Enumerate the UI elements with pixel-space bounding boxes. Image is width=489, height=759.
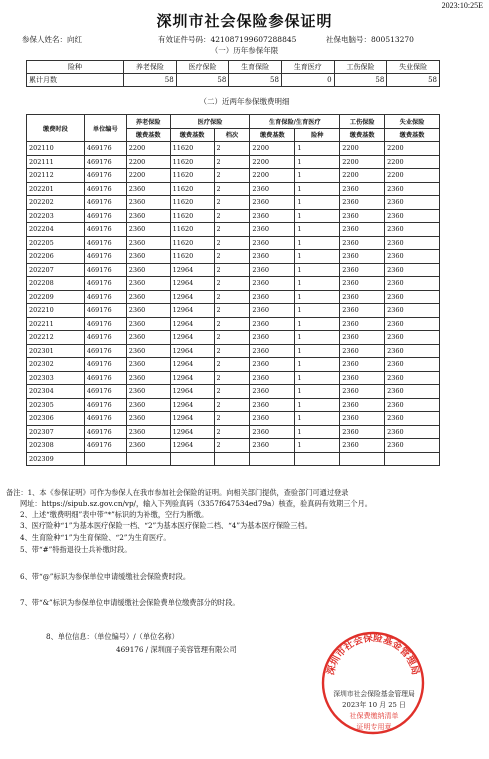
seal-issuer: 深圳市社会保险基金管理局 — [333, 690, 415, 698]
table-cell: 469176 — [84, 142, 126, 156]
table-cell: 469176 — [84, 358, 126, 372]
table-cell: 202211 — [27, 317, 85, 331]
table-cell: 1 — [295, 358, 340, 372]
table-cell: 202203 — [27, 209, 85, 223]
unit-info-value: 469176 / 深圳面子美容管理有限公司 — [116, 645, 237, 654]
table-cell: 11620 — [170, 250, 214, 264]
official-seal — [318, 628, 428, 738]
table-cell: 2360 — [126, 250, 170, 264]
table-cell: 202210 — [27, 304, 85, 318]
table-cell: 2360 — [126, 317, 170, 331]
table-row — [27, 385, 440, 399]
table-cell: 1 — [295, 196, 340, 210]
table-cell: 2200 — [385, 155, 440, 169]
table-cell: 2 — [214, 425, 250, 439]
table-cell: 2360 — [340, 223, 385, 237]
table-cell: 11620 — [170, 169, 214, 183]
table-cell: 2360 — [126, 439, 170, 453]
table-cell: 202209 — [27, 290, 85, 304]
subheader-base: 缴费基数 — [126, 128, 170, 142]
table-row — [27, 439, 440, 453]
table-cell: 2360 — [340, 371, 385, 385]
table-cell: 1 — [295, 142, 340, 156]
table-cell: 2 — [214, 398, 250, 412]
table-cell: 2360 — [385, 371, 440, 385]
table-cell: 12964 — [170, 317, 214, 331]
table-cell — [340, 452, 385, 466]
table-row — [27, 398, 440, 412]
table-row — [27, 155, 440, 169]
table-cell: 12964 — [170, 358, 214, 372]
subheader-type: 险种 — [295, 128, 340, 142]
table-cell: 2360 — [385, 290, 440, 304]
table-cell: 2 — [214, 142, 250, 156]
table-cell: 2360 — [126, 263, 170, 277]
table-cell: 1 — [295, 344, 340, 358]
table-cell: 202307 — [27, 425, 85, 439]
table-cell: 2360 — [250, 263, 295, 277]
table-cell: 2 — [214, 169, 250, 183]
table-cell: 2360 — [126, 425, 170, 439]
table-cell: 469176 — [84, 331, 126, 345]
summary-header-cell: 险种 — [27, 61, 124, 74]
table-cell: 11620 — [170, 142, 214, 156]
table-cell: 469176 — [84, 236, 126, 250]
table-cell: 1 — [295, 385, 340, 399]
table-cell: 1 — [295, 290, 340, 304]
table-cell: 1 — [295, 182, 340, 196]
table-cell: 2360 — [126, 209, 170, 223]
table-row — [27, 196, 440, 210]
table-row — [27, 250, 440, 264]
table-cell: 202301 — [27, 344, 85, 358]
table-cell: 469176 — [84, 155, 126, 169]
table-cell: 2360 — [250, 412, 295, 426]
table-cell: 2200 — [250, 142, 295, 156]
table-cell: 12964 — [170, 344, 214, 358]
table-cell: 2360 — [340, 385, 385, 399]
table-cell: 469176 — [84, 196, 126, 210]
table-cell: 1 — [295, 155, 340, 169]
print-timestamp: 2023:10:25E — [441, 1, 483, 10]
detail-table — [26, 114, 440, 466]
table-cell: 469176 — [84, 209, 126, 223]
table-cell: 2360 — [250, 439, 295, 453]
table-cell: 1 — [295, 223, 340, 237]
note-line: 4、生育险种“1”为生育保险、“2”为生育医疗。 — [20, 533, 171, 542]
note-line: 3、医疗险种“1”为基本医疗保险一档、“2”为基本医疗保险二档、“4”为基本医疗保险三档。 — [20, 521, 312, 530]
summary-value-row — [27, 74, 440, 87]
table-row — [27, 304, 440, 318]
table-cell: 2360 — [340, 209, 385, 223]
table-row — [27, 425, 440, 439]
table-cell — [385, 452, 440, 466]
table-cell: 2360 — [250, 425, 295, 439]
table-cell: 469176 — [84, 398, 126, 412]
table-cell: 2360 — [126, 344, 170, 358]
table-cell: 2200 — [250, 155, 295, 169]
table-cell: 2200 — [126, 142, 170, 156]
table-cell: 1 — [295, 209, 340, 223]
table-cell: 1 — [295, 277, 340, 291]
unit-info-label: 8、单位信息：（单位编号）/（单位名称） — [46, 632, 179, 641]
detail-section-title: （二）近两年参保缴费明细 — [199, 97, 290, 106]
header-injury: 工伤保险 — [340, 115, 385, 129]
table-cell: 2360 — [250, 317, 295, 331]
table-cell: 2360 — [126, 277, 170, 291]
seal-purpose: 社保费缴纳清单 — [349, 712, 399, 720]
table-row — [27, 317, 440, 331]
table-row — [27, 452, 440, 466]
table-cell: 202205 — [27, 236, 85, 250]
table-cell: 2360 — [340, 398, 385, 412]
table-cell: 2360 — [385, 385, 440, 399]
insured-name: 参保人姓名：向红 — [22, 35, 82, 44]
table-cell: 2 — [214, 182, 250, 196]
subheader-base: 缴费基数 — [250, 128, 295, 142]
table-cell: 2360 — [340, 358, 385, 372]
note-line: 2、上述“缴费明细”表中带“*”标识的为补缴，空行为断缴。 — [20, 510, 209, 519]
table-cell: 2360 — [340, 250, 385, 264]
header-maternity: 生育保险/生育医疗 — [250, 115, 340, 129]
table-cell: 2 — [214, 371, 250, 385]
table-cell: 469176 — [84, 412, 126, 426]
table-row — [27, 277, 440, 291]
table-cell: 2360 — [126, 196, 170, 210]
table-cell: 11620 — [170, 236, 214, 250]
table-cell: 2 — [214, 196, 250, 210]
table-cell: 2360 — [385, 425, 440, 439]
table-cell: 2360 — [250, 331, 295, 345]
table-cell: 2360 — [250, 236, 295, 250]
table-cell: 202111 — [27, 155, 85, 169]
table-cell: 2360 — [385, 439, 440, 453]
table-cell: 2 — [214, 331, 250, 345]
table-cell: 469176 — [84, 263, 126, 277]
summary-header-cell: 生育保险 — [229, 61, 282, 74]
table-cell: 2200 — [385, 169, 440, 183]
table-cell: 2360 — [250, 223, 295, 237]
table-cell: 2360 — [340, 182, 385, 196]
table-cell: 2360 — [385, 182, 440, 196]
table-cell — [126, 452, 170, 466]
table-cell: 469176 — [84, 304, 126, 318]
table-cell: 2360 — [250, 182, 295, 196]
table-cell: 2360 — [126, 304, 170, 318]
table-cell: 2360 — [250, 290, 295, 304]
table-cell: 11620 — [170, 155, 214, 169]
table-cell: 11620 — [170, 209, 214, 223]
table-cell: 469176 — [84, 371, 126, 385]
table-cell: 2360 — [250, 358, 295, 372]
table-cell: 2 — [214, 263, 250, 277]
table-cell: 1 — [295, 169, 340, 183]
seal-label: 证明专用章 — [356, 723, 392, 731]
table-cell: 2 — [214, 155, 250, 169]
note-line: 6、带“@”标识为参保单位申请缓缴社会保险费时段。 — [20, 572, 191, 581]
table-row — [27, 169, 440, 183]
table-cell: 12964 — [170, 277, 214, 291]
subheader-base: 缴费基数 — [170, 128, 214, 142]
table-cell: 2 — [214, 385, 250, 399]
table-row — [27, 209, 440, 223]
header-medical: 医疗保险 — [170, 115, 250, 129]
table-cell: 2360 — [385, 398, 440, 412]
table-cell — [295, 452, 340, 466]
note-line: 网址：https://sipub.sz.gov.cn/vp/，输入下列验真码（3357f647534ed79a）核查，验真码有效期三个月。 — [20, 499, 372, 508]
table-cell: 12964 — [170, 371, 214, 385]
summary-header-cell: 医疗保险 — [176, 61, 229, 74]
table-cell: 2360 — [385, 317, 440, 331]
social-security-number: 社保电脑号：800513270 — [326, 35, 414, 44]
table-cell: 469176 — [84, 277, 126, 291]
note-line: 5、带“#”特指退役士兵补缴时段。 — [20, 545, 132, 554]
table-cell: 469176 — [84, 317, 126, 331]
subheader-tier: 档次 — [214, 128, 250, 142]
table-row — [27, 182, 440, 196]
table-cell: 12964 — [170, 263, 214, 277]
table-cell: 202304 — [27, 385, 85, 399]
table-cell: 12964 — [170, 439, 214, 453]
table-cell: 12964 — [170, 425, 214, 439]
table-row — [27, 236, 440, 250]
table-cell: 2360 — [250, 398, 295, 412]
summary-value-cell: 58 — [176, 74, 229, 87]
table-cell: 11620 — [170, 196, 214, 210]
table-cell: 1 — [295, 412, 340, 426]
table-cell: 12964 — [170, 412, 214, 426]
table-cell: 2200 — [340, 169, 385, 183]
table-cell: 2360 — [340, 412, 385, 426]
summary-header-cell: 失业保险 — [387, 61, 440, 74]
table-cell: 2360 — [250, 250, 295, 264]
table-cell: 1 — [295, 425, 340, 439]
table-cell: 202206 — [27, 250, 85, 264]
table-cell: 1 — [295, 304, 340, 318]
table-cell: 202302 — [27, 358, 85, 372]
table-cell: 12964 — [170, 398, 214, 412]
table-cell: 2360 — [250, 277, 295, 291]
table-cell: 2360 — [385, 196, 440, 210]
table-cell: 2360 — [385, 236, 440, 250]
table-cell: 2360 — [340, 196, 385, 210]
table-cell: 202212 — [27, 331, 85, 345]
table-cell: 2 — [214, 250, 250, 264]
subheader-base: 缴费基数 — [385, 128, 440, 142]
seal-date: 2023年 10 月 25 日 — [342, 701, 406, 709]
seal-arc-text: 深圳市社会保险基金管理局 — [325, 632, 421, 677]
table-cell: 2360 — [385, 209, 440, 223]
table-cell: 2360 — [385, 331, 440, 345]
table-cell: 2360 — [340, 317, 385, 331]
table-cell: 12964 — [170, 331, 214, 345]
table-cell: 2360 — [250, 344, 295, 358]
table-cell — [84, 452, 126, 466]
table-cell: 202112 — [27, 169, 85, 183]
table-row — [27, 412, 440, 426]
table-row — [27, 263, 440, 277]
table-cell: 1 — [295, 263, 340, 277]
table-cell: 469176 — [84, 169, 126, 183]
header-period: 缴费时段 — [27, 115, 85, 142]
table-cell: 2 — [214, 277, 250, 291]
table-cell: 2360 — [250, 304, 295, 318]
table-cell: 469176 — [84, 290, 126, 304]
table-cell: 469176 — [84, 425, 126, 439]
table-cell: 2360 — [340, 290, 385, 304]
summary-header-cell: 生育医疗 — [281, 61, 334, 74]
table-row — [27, 358, 440, 372]
summary-value-cell: 58 — [334, 74, 387, 87]
table-cell: 2360 — [126, 182, 170, 196]
table-cell: 2360 — [126, 412, 170, 426]
table-cell: 2200 — [126, 169, 170, 183]
table-cell: 2360 — [340, 304, 385, 318]
table-cell: 2360 — [340, 331, 385, 345]
table-cell: 2 — [214, 412, 250, 426]
table-cell: 2 — [214, 290, 250, 304]
table-row — [27, 344, 440, 358]
table-cell: 2360 — [126, 236, 170, 250]
table-cell: 202204 — [27, 223, 85, 237]
table-cell: 2 — [214, 344, 250, 358]
summary-table — [26, 60, 440, 87]
table-cell: 1 — [295, 371, 340, 385]
table-cell: 2 — [214, 223, 250, 237]
table-cell: 2360 — [385, 304, 440, 318]
table-cell: 2 — [214, 358, 250, 372]
table-cell: 2360 — [126, 290, 170, 304]
table-cell: 469176 — [84, 439, 126, 453]
header-unemployment: 失业保险 — [385, 115, 440, 129]
note-line: 7、带“&”标识为参保单位申请缓缴社会保险费单位缴费部分的时段。 — [20, 598, 240, 607]
table-cell: 2360 — [340, 263, 385, 277]
table-row — [27, 142, 440, 156]
table-cell: 2360 — [385, 250, 440, 264]
table-cell — [250, 452, 295, 466]
table-cell: 469176 — [84, 223, 126, 237]
table-cell: 2 — [214, 209, 250, 223]
table-cell: 2360 — [126, 371, 170, 385]
table-cell: 12964 — [170, 385, 214, 399]
table-cell: 2360 — [340, 425, 385, 439]
table-cell: 11620 — [170, 182, 214, 196]
table-cell: 2200 — [126, 155, 170, 169]
table-cell: 2360 — [250, 371, 295, 385]
table-cell: 202309 — [27, 452, 85, 466]
table-row — [27, 223, 440, 237]
table-cell: 12964 — [170, 290, 214, 304]
summary-value-cell: 58 — [124, 74, 177, 87]
table-cell: 2 — [214, 439, 250, 453]
table-cell: 202201 — [27, 182, 85, 196]
id-number: 有效证件号码：421087199607288845 — [158, 35, 297, 44]
table-cell: 202202 — [27, 196, 85, 210]
table-cell: 2360 — [250, 385, 295, 399]
summary-header-row — [27, 61, 440, 74]
table-cell: 2360 — [385, 263, 440, 277]
table-cell: 202110 — [27, 142, 85, 156]
table-cell: 2360 — [250, 209, 295, 223]
table-cell: 2360 — [385, 412, 440, 426]
table-cell: 2360 — [340, 439, 385, 453]
table-cell: 202208 — [27, 277, 85, 291]
header-unit: 单位编号 — [84, 115, 126, 142]
subheader-base: 缴费基数 — [340, 128, 385, 142]
table-cell: 2360 — [250, 196, 295, 210]
header-pension: 养老保险 — [126, 115, 170, 129]
table-cell: 2360 — [340, 344, 385, 358]
table-cell: 2360 — [340, 277, 385, 291]
table-cell: 1 — [295, 250, 340, 264]
table-cell: 202305 — [27, 398, 85, 412]
table-cell: 469176 — [84, 385, 126, 399]
table-cell: 469176 — [84, 182, 126, 196]
table-cell: 202207 — [27, 263, 85, 277]
table-cell: 2360 — [126, 385, 170, 399]
table-cell: 2360 — [340, 236, 385, 250]
table-cell: 11620 — [170, 223, 214, 237]
table-cell: 1 — [295, 317, 340, 331]
table-cell — [214, 452, 250, 466]
table-cell: 202303 — [27, 371, 85, 385]
table-cell: 469176 — [84, 344, 126, 358]
table-cell: 2200 — [250, 169, 295, 183]
summary-value-cell: 58 — [387, 74, 440, 87]
table-row — [27, 331, 440, 345]
table-cell: 2 — [214, 236, 250, 250]
table-cell: 2360 — [126, 358, 170, 372]
summary-header-cell: 养老保险 — [124, 61, 177, 74]
table-cell: 1 — [295, 331, 340, 345]
table-cell: 2360 — [385, 277, 440, 291]
summary-header-cell: 工伤保险 — [334, 61, 387, 74]
table-cell: 2 — [214, 304, 250, 318]
table-cell: 2360 — [126, 331, 170, 345]
note-line: 备注：1、本《参保证明》可作为参保人在我市参加社会保险的证明。向相关部门提供，查验部门可通过登录 — [6, 488, 349, 497]
detail-table-body — [27, 142, 440, 466]
table-cell: 469176 — [84, 250, 126, 264]
table-row — [27, 290, 440, 304]
table-cell: 2360 — [385, 223, 440, 237]
table-cell: 202308 — [27, 439, 85, 453]
detail-header-row — [27, 115, 440, 129]
table-cell: 2360 — [126, 223, 170, 237]
table-cell: 1 — [295, 236, 340, 250]
table-cell: 2200 — [385, 142, 440, 156]
table-cell — [170, 452, 214, 466]
table-cell: 12964 — [170, 304, 214, 318]
table-cell: 1 — [295, 439, 340, 453]
table-cell: 2 — [214, 317, 250, 331]
summary-value-cell: 58 — [229, 74, 282, 87]
table-row — [27, 371, 440, 385]
table-cell: 2360 — [385, 344, 440, 358]
table-cell: 202306 — [27, 412, 85, 426]
summary-value-cell: 0 — [281, 74, 334, 87]
table-cell: 2200 — [340, 142, 385, 156]
page-title: 深圳市社会保险参保证明 — [156, 12, 333, 30]
summary-row-label: 累计月数 — [27, 74, 124, 87]
table-cell: 2360 — [126, 398, 170, 412]
table-cell: 2200 — [340, 155, 385, 169]
table-cell: 1 — [295, 398, 340, 412]
table-cell: 2360 — [385, 358, 440, 372]
summary-section-title: （一）历年参保年限 — [210, 46, 279, 55]
